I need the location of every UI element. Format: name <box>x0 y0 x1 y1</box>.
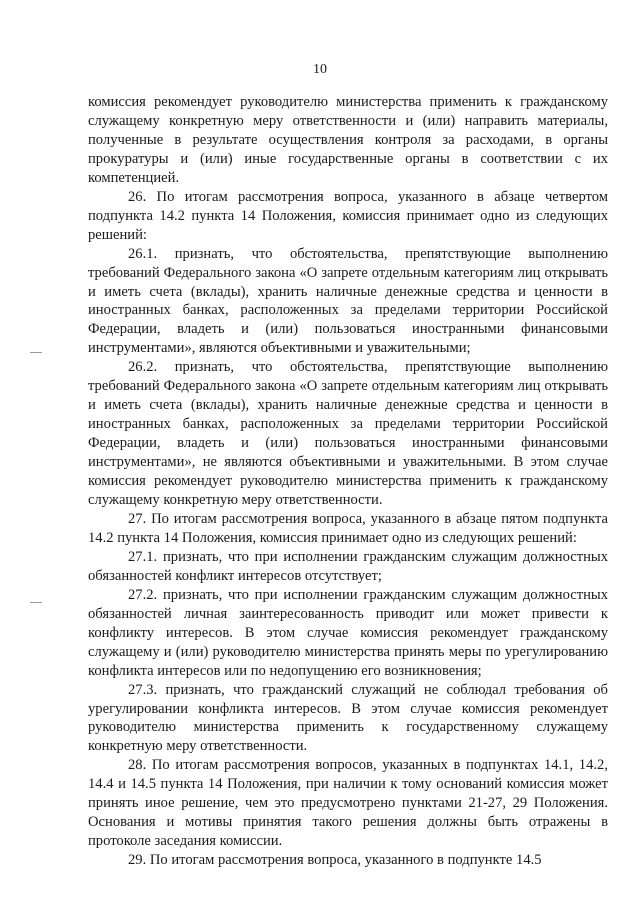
paragraph-27: 27. По итогам рассмотрения вопроса, указанного в абзаце пятом подпункта 14.2 пункта 14 Положения, комиссия принимает одно из следующих решений: <box>88 510 608 546</box>
document-body <box>88 93 608 870</box>
paragraph-26-1: 26.1. признать, что обстоятельства, препятствующие выполнению требований Федерального закона «О запрете отдельным категориям лиц открывать и иметь счета (вклады), хранить наличные денежные средства и ценности в иностранных банках, расположенных за пределами территории Российской Федерации, владеть и (или) пользоваться иностранными финансовыми инструментами», являются объективными и уважительными; <box>88 245 608 357</box>
paragraph-27-3: 27.3. признать, что гражданский служащий не соблюдал требования об урегулировании конфликта интересов. В этом случае комиссия рекомендует руководителю министерства применить к государственному служащему конкретную меру ответственности. <box>88 681 608 755</box>
scan-mark <box>30 352 42 353</box>
paragraph-continuation: комиссия рекомендует руководителю министерства применить к гражданскому служащему конкретную меру ответственности и (или) направить материалы, полученные в результате осуществления контроля за расходами, в органы прокуратуры и (или) иные государственные органы в соответствии с их компетенцией. <box>88 94 608 186</box>
page-number: 10 <box>313 62 327 77</box>
paragraph-27-2: 27.2. признать, что при исполнении гражданским служащим должностных обязанностей личная заинтересованность приводит или может привести к конфликту интересов. В этом случае комиссия рекомендует гражданскому служащему и (или) руководителю министерства принять меры по урегулированию конфликта интересов или по недопущению его возникновения; <box>88 586 608 679</box>
paragraph-26: 26. По итогам рассмотрения вопроса, указанного в абзаце четвертом подпункта 14.2 пункта 14 Положения, комиссия принимает одно из следующих решений: <box>88 188 608 243</box>
scan-mark <box>30 602 42 603</box>
paragraph-29: 29. По итогам рассмотрения вопроса, указанного в подпункте 14.5 <box>128 852 542 869</box>
paragraph-28: 28. По итогам рассмотрения вопросов, указанных в подпунктах 14.1, 14.2, 14.4 и 14.5 пункта 14 Положения, при наличии к тому оснований комиссия может принять иное решение, чем это предусмотрено пунктами 21-27, 29 Положения. Основания и мотивы принятия такого решения должны быть отражены в протоколе заседания комиссии. <box>88 757 608 850</box>
paragraph-27-1: 27.1. признать, что при исполнении гражданским служащим должностных обязанностей конфликт интересов отсутствует; <box>88 548 608 584</box>
paragraph-26-2: 26.2. признать, что обстоятельства, препятствующие выполнению требований Федерального закона «О запрете отдельным категориям лиц открывать и иметь счета (вклады), хранить наличные денежные средства и ценности в иностранных банках, расположенных за пределами территории Российской Федерации, владеть и (или) пользоваться иностранными финансовыми инструментами», не являются объективными и уважительными. В этом случае комиссия рекомендует руководителю министерства применить к гражданскому служащему конкретную меру ответственности. <box>88 359 608 509</box>
